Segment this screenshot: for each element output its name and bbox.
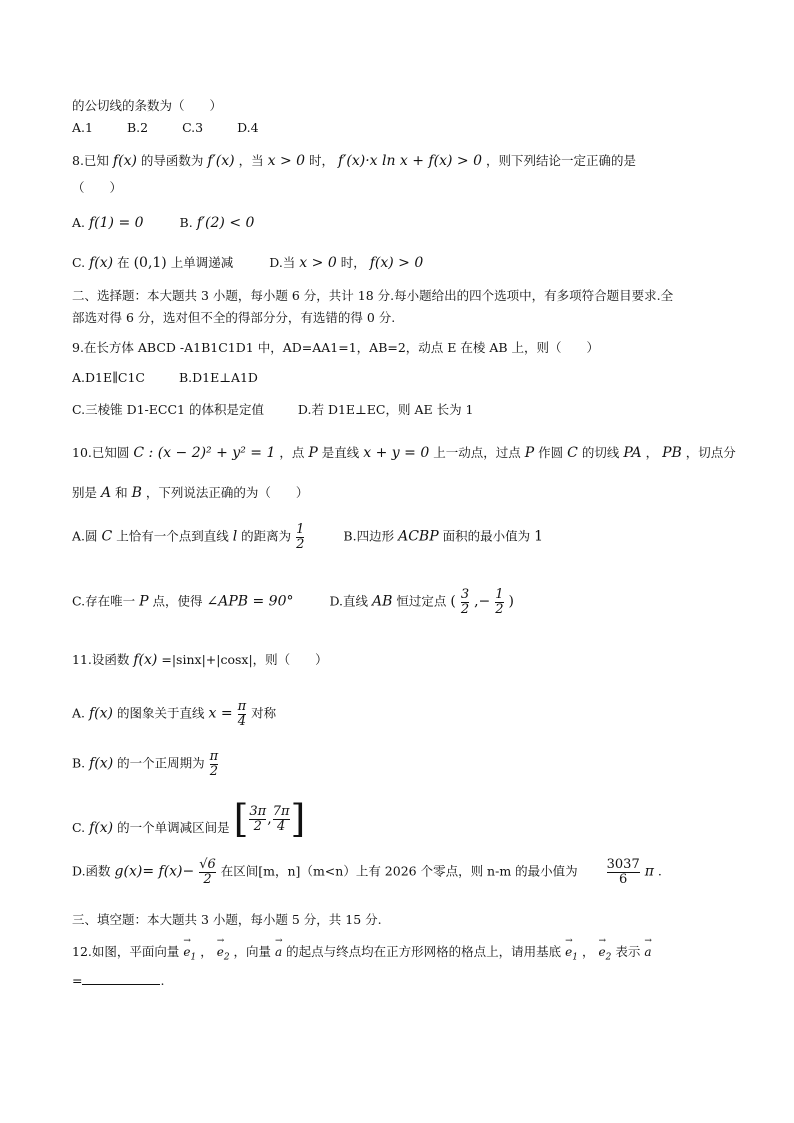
section3-header: 三、填空题：本大题共 3 小题，每小题 5 分，共 15 分. [72, 912, 382, 927]
q10-text-6: 的切线 [581, 445, 620, 460]
q10-opt-d-1: D.直线 [329, 593, 369, 609]
q11-opt-d-g: g(x)= f(x)− [114, 863, 195, 880]
q8-opt-b: f′(2) < 0 [196, 215, 255, 231]
q8-opt-c-end: 上单调递减 [170, 255, 234, 270]
q11-c-den1: 2 [253, 818, 262, 834]
q10-opt-b-one: 1 [534, 528, 544, 545]
q10-opt-a-c: C [101, 528, 113, 545]
q10-p2: P [524, 445, 535, 461]
q10-text-5: 作圆 [538, 445, 564, 460]
q11-opt-d-answer-frac [607, 858, 640, 886]
q12-e1-letter: e [183, 945, 191, 959]
q11-opt-a-end: 对称 [251, 705, 277, 721]
q11-opt-b-mid: 的一个正周期为 [117, 755, 205, 771]
q12-e1-b [565, 945, 578, 963]
q12-answer-blank[interactable] [82, 972, 160, 985]
q10-point-x-num: 3 [460, 587, 470, 602]
q10-point-open: ( [450, 593, 456, 610]
q12-e1 [183, 945, 196, 963]
q10-opt-a-2: 上恰有一个点到直线 [116, 528, 229, 544]
q9-opt-a: A.D1E∥C1C [72, 370, 145, 385]
q10-point-x [461, 588, 469, 616]
q10-point-y-num: 1 [495, 587, 504, 602]
q9-opt-d: D.若 D1E⊥EC，则 AE 长为 1 [297, 402, 474, 417]
q11-c-comma: , [267, 810, 272, 827]
q11-sqrt6: √6 [199, 857, 216, 872]
q10-half-num: 1 [296, 522, 305, 537]
q11-opt-b-two: 2 [209, 763, 219, 779]
q11-opt-b-f: f(x) [89, 755, 114, 772]
q11-d-two: 2 [203, 871, 212, 887]
q11-opt-a-pi: π [237, 699, 247, 714]
q11-opt-a [72, 700, 276, 728]
q11-opt-b-frac [210, 750, 219, 778]
q10-opt-c-2: 点，使得 [152, 593, 203, 609]
q9-options-ab [72, 370, 258, 385]
q12-a [275, 945, 282, 959]
q8-text-4: 时， [309, 153, 335, 168]
q11-text-2: =|sinx|+|cosx|，则（ ） [161, 652, 328, 667]
q11-d-den: 6 [619, 871, 628, 887]
q7-tail-text: 的公切线的条数为（ ） [72, 98, 223, 113]
q11-opt-d-label: D.函数 [72, 863, 111, 879]
q11-opt-d-mid: 在区间[m，n]（m<n）上有 2026 个零点，则 n-m 的最小值为 [220, 863, 578, 879]
q8-options-ab [72, 215, 254, 232]
q10-text-8: 别是 [72, 485, 98, 500]
q10-opt-d-ab: AB [372, 593, 393, 610]
q12-e2-b [599, 945, 612, 963]
q10-circle: C : (x − 2)² + y² = 1 [133, 445, 276, 461]
q10-half-den: 2 [296, 536, 305, 552]
q8-opt-c-mid: 在 [117, 255, 130, 270]
q11-text-1: 11.设函数 [72, 652, 130, 667]
q10-stem-2 [72, 485, 308, 502]
q8-opt-c-interval: (0,1) [133, 255, 167, 271]
q12-e1-sub: 1 [190, 952, 197, 963]
q11-left-bracket: [ [233, 797, 249, 841]
q10-pa: PA [623, 445, 642, 461]
q8-opt-b-label: B. [179, 215, 193, 230]
q11-opt-d-pi: π [644, 863, 654, 880]
q10-options-cd [72, 588, 514, 616]
q12-e2 [217, 945, 230, 963]
q7-option-a: A.1 [72, 120, 93, 135]
q12-e1b-sub: 1 [572, 952, 579, 963]
q8-text-2: 的导函数为 [140, 153, 204, 168]
q9-options-cd [72, 402, 474, 417]
q11-opt-a-mid: 的图象关于直线 [117, 705, 205, 721]
q10-a: A [101, 485, 112, 501]
q8-ineq: f′(x)·x ln x + f(x) > 0 [338, 153, 483, 169]
q12-e2b-sub: 2 [605, 952, 612, 963]
q10-comma: ， [645, 445, 659, 460]
q12-e2-sub: 2 [223, 952, 230, 963]
q10-point-y-den: 2 [495, 601, 504, 617]
section2-line1: 二、选择题：本大题共 3 小题，每小题 6 分，共计 18 分.每小题给出的四个选项中，有多项符合题目要求.全 [72, 288, 674, 303]
q9-opt-c: C.三棱锥 D1-ECC1 的体积是定值 [72, 402, 264, 417]
q12-answer-line [72, 972, 164, 988]
q11-stem [72, 652, 328, 669]
q9-opt-b: B.D1E⊥A1D [178, 370, 258, 385]
q11-c-num2: 7π [272, 803, 290, 819]
q11-opt-c-mid: 的一个单调减区间是 [117, 820, 230, 835]
q8-opt-d-cond: x > 0 [299, 255, 337, 271]
q11-opt-d-sqrt-frac [199, 858, 216, 886]
q10-p: P [308, 445, 318, 461]
q11-opt-b [72, 750, 219, 778]
q11-opt-c-frac1 [249, 805, 266, 833]
q11-opt-a-f: f(x) [89, 705, 114, 722]
q11-opt-a-four: 4 [237, 713, 246, 729]
q8-opt-d-label: D.当 [269, 255, 296, 270]
q8-options-cd [72, 255, 423, 272]
q11-opt-c [72, 797, 306, 841]
q12-e2-letter: e [216, 945, 224, 959]
q11-opt-a-x: x = [208, 705, 233, 722]
q11-opt-c-frac2 [273, 805, 290, 833]
q10-text-1: 10.已知圆 [72, 445, 130, 460]
q11-c-num1: 3π [249, 803, 267, 819]
q11-right-bracket: ] [290, 797, 306, 841]
q7-option-b: B.2 [126, 120, 149, 135]
q12-text-3: 的起点与终点均在正方形网格的格点上，请用基底 [286, 944, 562, 959]
section2-line2: 部选对得 6 分，选对但不全的得部分分，有选错的得 0 分. [72, 310, 396, 325]
q8-text-5: ，则下列结论一定正确的是 [486, 153, 637, 168]
q8-opt-c-f: f(x) [89, 255, 114, 271]
q10-text-9: ，下列说法正确的为（ ） [145, 485, 309, 500]
q11-opt-d-end: . [657, 863, 662, 879]
q8-text-3: ，当 [238, 153, 264, 168]
q11-opt-b-pi: π [209, 749, 219, 764]
q8-stem [72, 153, 636, 170]
q8-fprime: f′(x) [207, 153, 235, 169]
q11-opt-d [72, 858, 662, 886]
q10-opt-b-2: 面积的最小值为 [442, 528, 531, 544]
q10-text-4: 上一动点，过点 [433, 445, 521, 460]
q10-opt-a-3: 的距离为 [241, 528, 292, 544]
q10-opt-c-angle: ∠APB = 90° [206, 593, 294, 610]
q12-stem [72, 944, 651, 963]
q7-options [72, 120, 259, 135]
q8-text-1: 8.已知 [72, 153, 109, 168]
q10-opt-b-acbp: ACBP [398, 528, 439, 545]
q11-opt-c-interval [233, 797, 306, 841]
q12-e2b-letter: e [598, 945, 606, 959]
q11-opt-b-label: B. [72, 755, 86, 771]
q12-ab-letter: a [644, 945, 652, 959]
q10-opt-c-p: P [139, 593, 149, 610]
q10-opt-d-2: 恒过定点 [396, 593, 447, 609]
q12-comma-2: ， [582, 944, 595, 959]
q8-opt-a-label: A. [72, 215, 86, 230]
q8-opt-c-label: C. [72, 255, 86, 270]
q12-a-letter: a [275, 945, 283, 959]
q11-opt-c-f: f(x) [89, 820, 114, 836]
q10-pb: PB [662, 445, 682, 461]
q10-opt-a-1: A.圆 [72, 528, 98, 544]
q7-option-c: C.3 [182, 120, 204, 135]
q8-opt-d-ineq: f(x) > 0 [369, 255, 424, 271]
q12-equals: = [72, 973, 83, 988]
q11-opt-c-label: C. [72, 820, 86, 835]
q10-opt-b-1: B.四边形 [343, 528, 395, 544]
q10-text-2: ，点 [279, 445, 305, 460]
q12-a-b [644, 945, 651, 959]
q8-paren: （ ） [72, 180, 123, 195]
q11-d-num: 3037 [606, 857, 640, 872]
q12-e1b-letter: e [565, 945, 573, 959]
q10-point-y [495, 588, 503, 616]
q10-point-x-den: 2 [460, 601, 470, 617]
q10-line: x + y = 0 [363, 445, 430, 461]
q9-stem: 9.在长方体 ABCD -A1B1C1D1 中，AD=AA1=1，AB=2，动点 E 在棱 AB 上，则（ ） [72, 340, 600, 355]
q10-text-3: 是直线 [321, 445, 360, 460]
q10-opt-c-1: C.存在唯一 [72, 593, 136, 609]
q8-cond: x > 0 [267, 153, 306, 169]
q10-stem [72, 445, 736, 462]
q12-comma-1: ， [200, 944, 213, 959]
q8-opt-a: f(1) = 0 [89, 215, 144, 231]
q10-b: B [131, 485, 142, 501]
q11-fx: f(x) [133, 652, 158, 668]
q10-opt-a-l: l [232, 528, 238, 545]
q10-options-ab [72, 523, 543, 551]
q11-c-den2: 4 [276, 818, 286, 834]
q8-opt-d-mid: 时， [340, 255, 366, 270]
q10-and: 和 [115, 485, 128, 500]
q7-option-d: D.4 [237, 120, 259, 135]
q12-text-1: 12.如图，平面向量 [72, 944, 180, 959]
q10-c: C [567, 445, 578, 461]
q11-opt-a-label: A. [72, 705, 86, 721]
q12-period: . [160, 973, 165, 988]
q10-text-7: ，切点分 [685, 445, 736, 460]
q8-fx: f(x) [112, 153, 137, 169]
q10-point-close: ) [508, 593, 515, 610]
q12-text-2: ，向量 [233, 944, 272, 959]
q10-point-sep: ,− [474, 593, 491, 610]
q10-opt-a-fraction [296, 523, 304, 551]
q11-opt-a-frac [238, 700, 247, 728]
q12-text-4: 表示 [615, 944, 641, 959]
